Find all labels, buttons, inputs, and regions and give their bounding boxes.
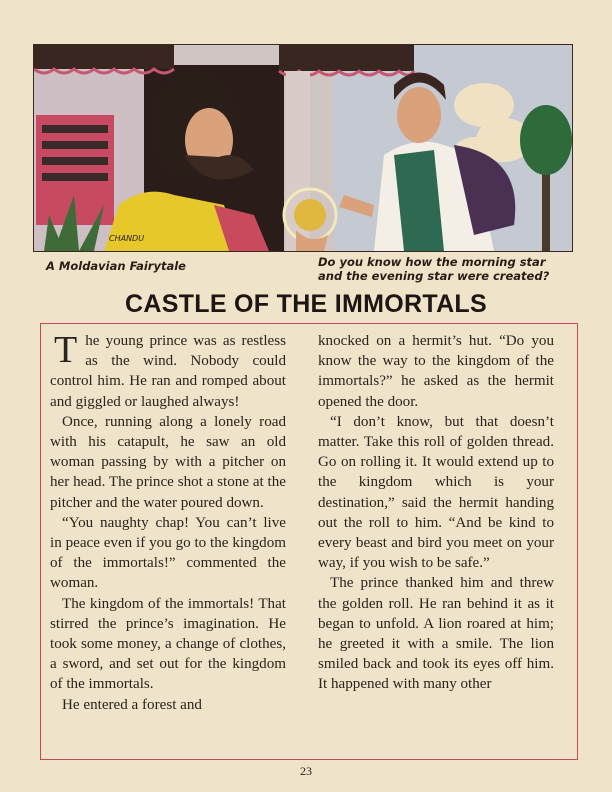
story-paragraph: knocked on a hermit’s hut. “Do you know the way to the kingdom of the immortals?” he asked as the hermit opened the door. xyxy=(318,333,554,410)
story-paragraph: “You naughty chap! You can’t live in peace even if you go to the kingdom of the immortals!” commented the woman. xyxy=(50,514,286,592)
story-paragraph: The prince thanked him and threw the golden roll. He ran behind it as it began to unfold. A lion roared at him; he greeted it with a smile. The lion smiled back and took its eyes off him. It happened with many other xyxy=(318,575,554,693)
page-number: 23 xyxy=(300,764,312,778)
golden-roll xyxy=(294,199,326,231)
story-illustration xyxy=(33,44,573,252)
story-column-right xyxy=(318,331,554,695)
illustration-art xyxy=(34,45,572,251)
roof-right xyxy=(279,45,414,71)
story-paragraph: “I don’t know, but that doesn’t matter. Take this roll of golden thread. Go on rolling it. It would extend up to the kingdom which is your destination,” said the hermit handing out the roll to him. “And be kind to every beast and bird you meet on your way, if you wish to be safe.” xyxy=(318,413,554,572)
story-column-left xyxy=(50,331,286,715)
story-paragraph: He entered a forest and xyxy=(62,696,202,713)
story-paragraph: Once, running along a lonely road with his catapult, he saw an old woman passing by with a pitcher on her head. The prince shot a stone at the pitcher and the water poured down. xyxy=(50,413,286,511)
story-paragraph: The young prince was as restless as the wind. Nobody could control him. He ran and romped about and giggled or laughed always! xyxy=(50,329,286,410)
caption-subtitle: A Moldavian Fairytale xyxy=(46,259,186,273)
roof-left xyxy=(34,45,174,69)
artist-signature: CHANDU xyxy=(109,234,145,243)
drop-cap: T xyxy=(54,329,78,371)
story-paragraph: The kingdom of the immortals! That stirred the prince’s imagination. He took some money, a change of clothes, a sword, and set out for the kingdom of the immortals. xyxy=(50,595,286,693)
story-title: CASTLE OF THE IMMORTALS xyxy=(125,290,487,318)
tree xyxy=(520,105,572,175)
caption-teaser-line1: Do you know how the morning star xyxy=(318,255,546,269)
caption-teaser xyxy=(318,255,572,283)
caption-teaser-line2: and the evening star were created? xyxy=(318,269,550,283)
prince-face xyxy=(397,87,441,143)
